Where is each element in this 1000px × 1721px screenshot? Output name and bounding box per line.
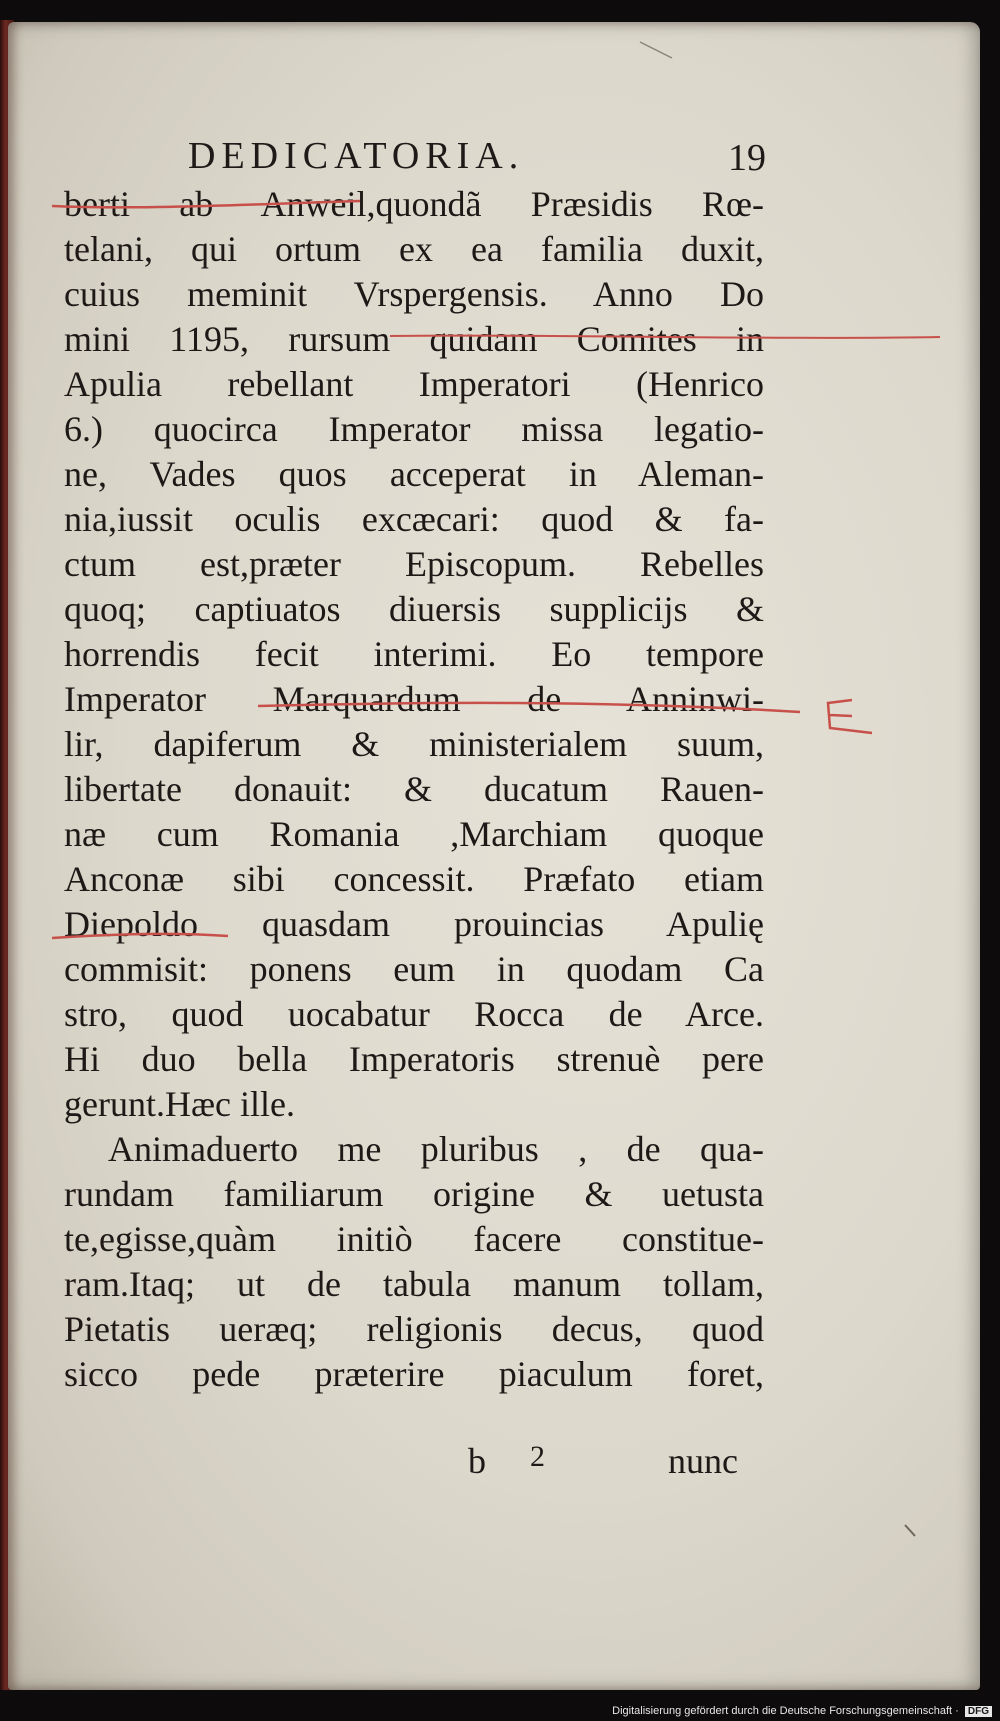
digitization-credit bbox=[612, 1705, 992, 1717]
text-line: libertate donauit: & ducatum Rauen- bbox=[64, 769, 764, 809]
text-line: mini 1195, rursum quidam Comites in bbox=[64, 319, 764, 359]
text-line: lir, dapiferum & ministerialem suum, bbox=[64, 724, 764, 764]
page-number: 19 bbox=[728, 137, 766, 179]
text-line: te,egisse,quàm initiò facere constitue- bbox=[64, 1219, 764, 1259]
catchword: nunc bbox=[668, 1441, 738, 1481]
text-line: Apulia rebellant Imperatori (Henrico bbox=[64, 364, 764, 404]
text-block bbox=[64, 182, 764, 1397]
text-line: Imperator Marquardum de Anninwi- bbox=[64, 679, 764, 719]
text-line: stro, quod uocabatur Rocca de Arce. bbox=[64, 994, 764, 1034]
text-line: rundam familiarum origine & uetusta bbox=[64, 1174, 764, 1214]
text-line: ram.Itaq; ut de tabula manum tollam, bbox=[64, 1264, 764, 1304]
book-page bbox=[8, 22, 980, 1690]
text-line: Hi duo bella Imperatoris strenuè pere bbox=[64, 1039, 764, 1079]
signature-number: 2 bbox=[530, 1440, 545, 1473]
running-head: DEDICATORIA. bbox=[188, 135, 525, 177]
text-line: cuius meminit Vrspergensis. Anno Do bbox=[64, 274, 764, 314]
text-line: sicco pede præterire piaculum foret, bbox=[64, 1354, 764, 1394]
text-line: ctum est,præter Episcopum. Rebelles bbox=[64, 544, 764, 584]
text-line: quoq; captiuatos diuersis supplicijs & bbox=[64, 589, 764, 629]
credit-text: Digitalisierung gefördert durch die Deutsche Forschungsgemeinschaft · bbox=[612, 1705, 959, 1717]
text-line: berti ab Anweil,quondã Præsidis Rœ- bbox=[64, 184, 764, 224]
text-line: Animaduerto me pluribus , de qua- bbox=[108, 1129, 764, 1169]
text-line: nia,iussit oculis excæcari: quod & fa- bbox=[64, 499, 764, 539]
text-line: commisit: ponens eum in quodam Ca bbox=[64, 949, 764, 989]
text-line: telani, qui ortum ex ea familia duxit, bbox=[64, 229, 764, 269]
text-line: horrendis fecit interimi. Eo tempore bbox=[64, 634, 764, 674]
text-line: ne, Vades quos acceperat in Aleman- bbox=[64, 454, 764, 494]
text-line: Diepoldo quasdam prouincias Apulię bbox=[64, 904, 764, 944]
signature-mark: b bbox=[468, 1441, 486, 1481]
text-line: gerunt.Hæc ille. bbox=[64, 1084, 295, 1124]
text-line: næ cum Romania ,Marchiam quoque bbox=[64, 814, 764, 854]
text-line: 6.) quocirca Imperator missa legatio- bbox=[64, 409, 764, 449]
text-line: Pietatis ueræq; religionis decus, quod bbox=[64, 1309, 764, 1349]
text-line: Anconæ sibi concessit. Præfato etiam bbox=[64, 859, 764, 899]
dfg-logo: DFG bbox=[965, 1706, 992, 1717]
